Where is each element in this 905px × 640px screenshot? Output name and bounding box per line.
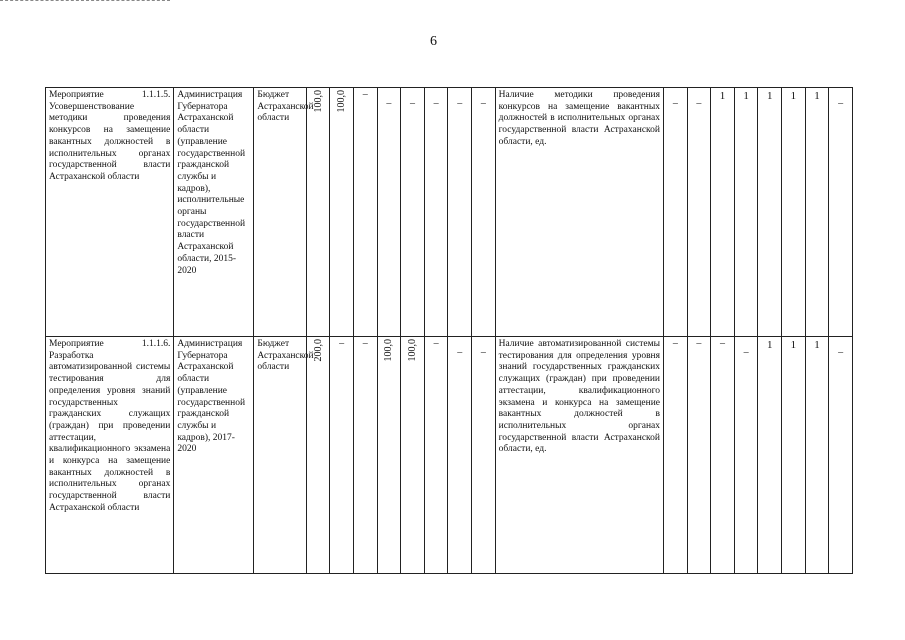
funding-year-cell (353, 337, 377, 574)
indicator-value: – (720, 338, 726, 349)
funding-year-cell (401, 337, 425, 574)
funding-value: – (362, 89, 368, 100)
funding-year-cell (353, 88, 377, 337)
program-table (45, 87, 853, 574)
funding-value: – (362, 338, 368, 349)
funding-value: 200,0 (312, 339, 324, 362)
executor-cell: Администрация Губернатора Астраханской области (управление государственной гражданской службы и кадров), 2017-2020 (174, 337, 254, 574)
funding-year-cell (330, 88, 354, 337)
indicator-value-cell (805, 337, 829, 574)
indicator-value-cell (829, 88, 853, 337)
funding-year-cell (424, 88, 448, 337)
funding-year-cell (472, 337, 496, 574)
funding-source-cell: Бюджет Астраханской области (254, 88, 306, 337)
activity-cell: Мероприятие 1.1.1.6. Разработка автоматизированной системы тестирования для определения уровня знаний государственных гражданских служащих (граждан) при проведении аттестации, квалификационного экзамена и конкурса на замещение вакантных должностей в исполнительных органах государственной власти Астраханской области (46, 337, 174, 574)
funding-year-cell (330, 337, 354, 574)
indicator-value-cell (829, 337, 853, 574)
indicator-value-cell (734, 337, 758, 574)
indicator-value-cell (805, 88, 829, 337)
funding-value: – (410, 98, 415, 109)
indicator-value-cell (664, 88, 688, 337)
funding-year-cell (377, 337, 401, 574)
funding-total-cell (306, 337, 330, 574)
funding-value: – (386, 98, 392, 109)
indicator-value: – (838, 347, 844, 358)
indicator-value: 1 (814, 90, 820, 102)
indicator-value: – (696, 98, 702, 109)
indicator-value: – (838, 98, 844, 109)
indicator-value-cell (782, 88, 806, 337)
funding-value: – (433, 98, 439, 109)
funding-total-cell (306, 88, 330, 337)
indicator-value: – (672, 98, 678, 109)
indicator-value: 1 (790, 90, 797, 102)
indicator-value-cell (758, 88, 782, 337)
table-row (46, 88, 853, 337)
funding-year-cell (401, 88, 425, 337)
indicator-value: 1 (790, 339, 797, 351)
funding-value: 100,0 (383, 339, 395, 362)
scan-edge-mark (0, 0, 170, 3)
funding-value: 100,0 (312, 90, 324, 113)
funding-year-cell (377, 88, 401, 337)
activity-cell: Мероприятие 1.1.1.5. Усовершенствование методики проведения конкурсов на замещение вакантных должностей в исполнительных органах государственной власти Астраханской области (46, 88, 174, 337)
funding-value: 100,0 (336, 90, 348, 113)
funding-year-cell (424, 337, 448, 574)
funding-value: – (480, 98, 486, 109)
funding-value: – (433, 338, 439, 349)
indicator-value: 1 (743, 90, 749, 102)
table-row (46, 337, 853, 574)
page-number: 6 (430, 34, 437, 49)
indicator-value-cell (782, 337, 806, 574)
indicator-value-cell (687, 337, 711, 574)
indicator-value: – (696, 338, 702, 349)
indicator-value-cell (711, 337, 735, 574)
indicator-value-cell (687, 88, 711, 337)
indicator-value: 1 (767, 339, 773, 351)
funding-value: – (480, 347, 486, 358)
executor-cell: Администрация Губернатора Астраханской области (управление государственной гражданской службы и кадров), исполнительные органы государственной власти Астраханской области, 2015-2020 (174, 88, 254, 337)
funding-source-cell: Бюджет Астраханской области (254, 337, 306, 574)
indicator-value-cell (734, 88, 758, 337)
indicator-value: 1 (767, 90, 773, 102)
indicator-value: 1 (814, 339, 820, 351)
indicator-cell: Наличие методики проведения конкурсов на замещение вакантных должностей в исполнительных органах государственной власти Астраханской области, ед. (495, 88, 663, 337)
funding-value: – (457, 347, 463, 358)
indicator-value-cell (664, 337, 688, 574)
indicator-value: – (743, 347, 749, 358)
indicator-cell: Наличие автоматизированной системы тестирования для определения уровня знаний государственных гражданских служащих (граждан) при проведении аттестации, квалификационного экзамена и конкурса на замещение вакантных должностей в исполнительных органах государственной власти Астраханской области, ед. (495, 337, 663, 574)
funding-year-cell (448, 337, 472, 574)
funding-year-cell (472, 88, 496, 337)
funding-value: 100,0 (407, 339, 418, 362)
funding-value: – (457, 98, 463, 109)
indicator-value-cell (758, 337, 782, 574)
funding-value: – (339, 338, 345, 349)
indicator-value-cell (711, 88, 735, 337)
funding-year-cell (448, 88, 472, 337)
indicator-value: 1 (719, 90, 726, 102)
indicator-value: – (672, 338, 678, 349)
